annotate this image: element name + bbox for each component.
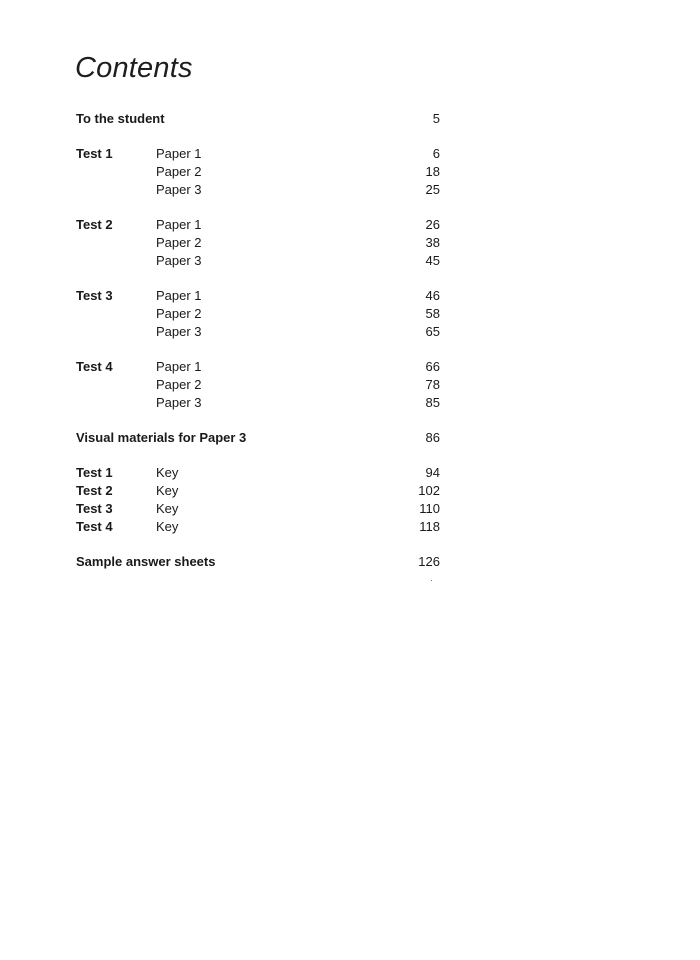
page-title: Contents [75,52,193,84]
toc-page-number: 102 [418,483,440,498]
toc-entry-test4-key[interactable] [76,518,440,536]
toc-page-number: 85 [425,395,440,410]
toc-entry-test2-key[interactable] [76,482,440,500]
toc-key-label: Key [156,465,179,480]
toc-test-label: Test 2 [76,217,113,232]
toc-page-number: 126 [418,554,440,569]
toc-page-number: 58 [425,306,440,321]
toc-page-number: 5 [432,111,440,126]
toc-paper-label: Paper 1 [156,288,202,303]
toc-paper-label: Paper 1 [156,217,202,232]
toc-page-number: 38 [425,235,440,250]
toc-paper-label: Paper 3 [156,182,202,197]
toc-test-label: Test 2 [76,483,113,498]
toc-key-label: Key [156,501,179,516]
toc-key-label: Key [156,519,179,534]
toc-entry-test3-paper3[interactable] [76,323,440,341]
toc-page-number: 46 [425,288,440,303]
toc-entry-test1-paper2[interactable] [76,163,440,181]
toc-paper-label: Paper 1 [156,146,202,161]
toc-paper-label: Paper 1 [156,359,202,374]
table-of-contents [76,110,440,571]
toc-entry-label: To the student [76,111,165,126]
toc-entry-sample-answer-sheets[interactable] [76,553,440,571]
toc-entry-test4-paper1[interactable] [76,358,440,376]
toc-page-number: 25 [425,182,440,197]
toc-test-label: Test 4 [76,519,113,534]
toc-entry-test4-paper2[interactable] [76,376,440,394]
toc-paper-label: Paper 2 [156,235,202,250]
toc-test-label: Test 3 [76,288,113,303]
toc-paper-label: Paper 2 [156,164,202,179]
scan-speck [431,580,432,581]
toc-page-number: 18 [425,164,440,179]
toc-page-number: 66 [425,359,440,374]
toc-entry-test1-key[interactable] [76,464,440,482]
toc-page-number: 118 [419,519,440,534]
toc-page-number: 65 [425,324,440,339]
toc-entry-test2-paper3[interactable] [76,252,440,270]
toc-test-label: Test 1 [76,146,113,161]
toc-paper-label: Paper 3 [156,395,202,410]
toc-key-label: Key [156,483,179,498]
toc-entry-test4-paper3[interactable] [76,394,440,412]
toc-page-number: 94 [425,465,440,480]
toc-page-number: 86 [425,430,440,445]
toc-page-number: 110 [419,501,440,516]
toc-entry-label: Sample answer sheets [76,554,216,569]
toc-entry-test1-paper1[interactable] [76,145,440,163]
toc-paper-label: Paper 3 [156,253,202,268]
toc-entry-visual-materials[interactable] [76,429,440,447]
toc-page-number: 78 [425,377,440,392]
toc-page-number: 6 [432,146,440,161]
toc-entry-label: Visual materials for Paper 3 [76,430,247,445]
toc-test-label: Test 3 [76,501,113,516]
toc-paper-label: Paper 2 [156,377,202,392]
toc-entry-test2-paper2[interactable] [76,234,440,252]
toc-entry-test3-paper2[interactable] [76,305,440,323]
toc-entry-test3-paper1[interactable] [76,287,440,305]
toc-paper-label: Paper 3 [156,324,202,339]
toc-page-number: 45 [425,253,440,268]
toc-entry-test2-paper1[interactable] [76,216,440,234]
toc-entry-to-the-student[interactable] [76,110,440,128]
toc-paper-label: Paper 2 [156,306,202,321]
toc-test-label: Test 4 [76,359,113,374]
toc-entry-test3-key[interactable] [76,500,440,518]
toc-page-number: 26 [425,217,440,232]
toc-entry-test1-paper3[interactable] [76,181,440,199]
toc-test-label: Test 1 [76,465,113,480]
